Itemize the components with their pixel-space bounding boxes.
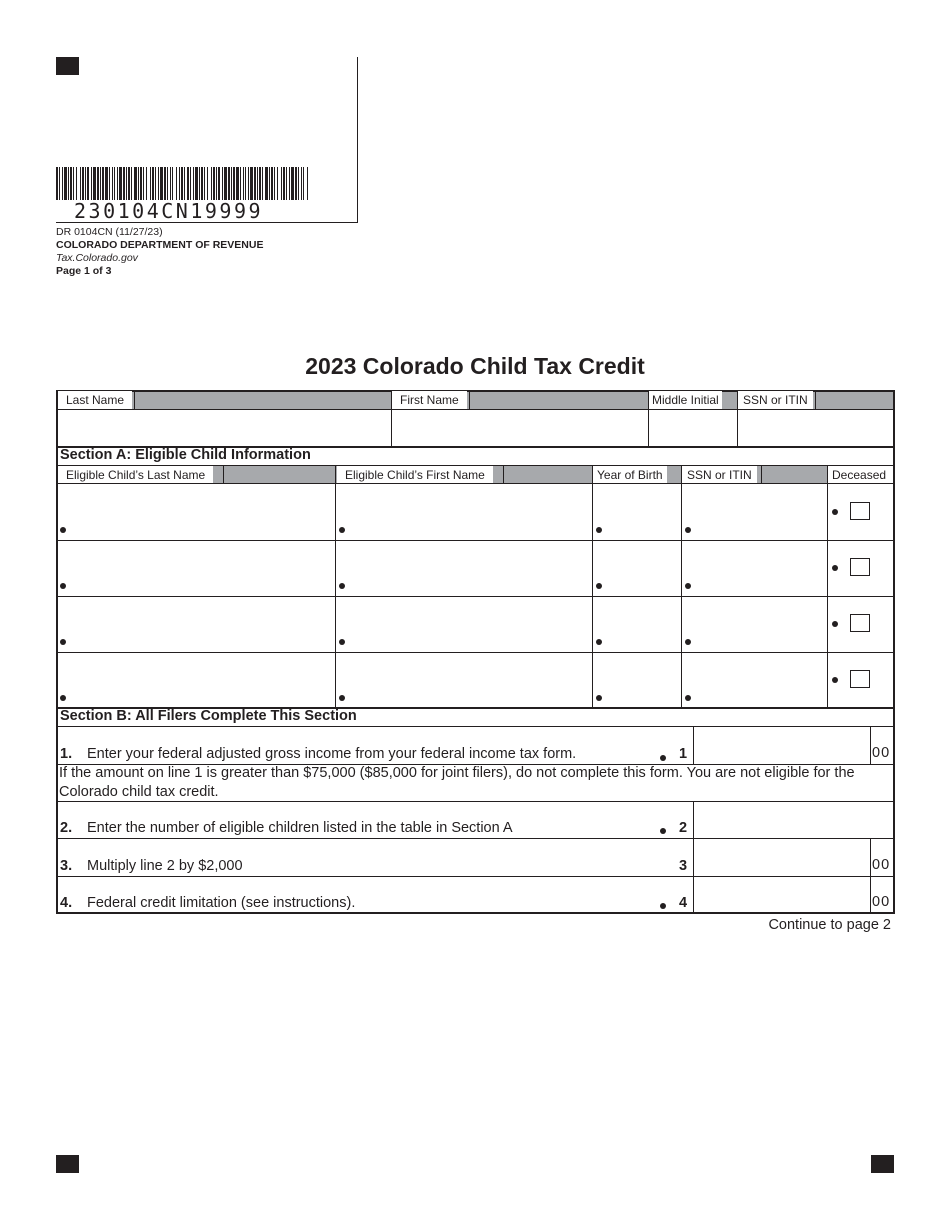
line-3-box-number: 3	[679, 858, 688, 874]
divider	[134, 392, 135, 409]
middle-initial-input[interactable]	[651, 411, 735, 445]
line-4-box-number: 4	[679, 895, 688, 911]
line-2-box-number: 2	[679, 820, 688, 836]
child-4-first-name-input[interactable]	[338, 654, 589, 706]
child-4-year-of-birth-input[interactable]	[595, 654, 678, 706]
divider	[592, 466, 593, 708]
bullet	[596, 583, 602, 589]
divider	[391, 392, 392, 446]
divider	[870, 877, 871, 913]
divider	[681, 466, 682, 708]
bullet	[596, 695, 602, 701]
bullet	[660, 903, 666, 909]
taxpayer-ssn-input[interactable]	[740, 411, 892, 445]
line-2-text: Enter the number of eligible children listed in the table in Section A	[87, 820, 513, 836]
header-divider	[357, 57, 358, 223]
continue-to-next-page: Continue to page 2	[768, 917, 891, 933]
department-name: COLORADO DEPARTMENT OF REVENUE	[56, 239, 264, 251]
divider	[223, 466, 224, 483]
bullet	[660, 828, 666, 834]
form-id: DR 0104CN (11/27/23)	[56, 226, 163, 238]
line-1-box-number: 1	[679, 746, 688, 762]
child-1-first-name-input[interactable]	[338, 486, 589, 538]
divider	[693, 802, 694, 838]
divider	[58, 801, 893, 802]
divider	[503, 466, 504, 483]
divider	[58, 409, 893, 410]
middle-initial-label: Middle Initial	[649, 391, 722, 409]
bullet	[832, 677, 838, 683]
taxpayer-ssn-label: SSN or ITIN	[738, 391, 813, 409]
bullet	[596, 527, 602, 533]
child-2-ssn-input[interactable]	[684, 542, 824, 594]
child-2-year-of-birth-input[interactable]	[595, 542, 678, 594]
child-3-deceased-checkbox[interactable]	[850, 614, 870, 632]
divider	[58, 483, 893, 484]
line-2-number: 2.	[60, 820, 73, 836]
bullet	[832, 621, 838, 627]
child-3-last-name-input[interactable]	[60, 598, 332, 650]
line-2-count-input[interactable]	[696, 804, 891, 836]
divider	[58, 540, 893, 541]
bullet	[60, 527, 66, 533]
child-last-name-label: Eligible Child’s Last Name	[58, 466, 213, 484]
bullet	[685, 583, 691, 589]
section-b-title: Section B: All Filers Complete This Section	[60, 708, 357, 724]
bullet	[339, 527, 345, 533]
divider	[815, 392, 816, 409]
child-first-name-label: Eligible Child’s First Name	[337, 466, 493, 484]
child-2-deceased-checkbox[interactable]	[850, 558, 870, 576]
line-4-amount-input[interactable]	[696, 879, 867, 911]
line-4-text: Federal credit limitation (see instructions).	[87, 895, 356, 911]
child-3-first-name-input[interactable]	[338, 598, 589, 650]
divider	[870, 839, 871, 876]
child-4-deceased-checkbox[interactable]	[850, 670, 870, 688]
registration-mark-top-left	[56, 57, 79, 75]
child-2-first-name-input[interactable]	[338, 542, 589, 594]
divider	[469, 392, 470, 409]
line-1-text: Enter your federal adjusted gross income from your federal income tax form.	[87, 746, 577, 762]
divider	[827, 466, 828, 708]
line-3-cents: 00	[872, 857, 891, 873]
line-3-amount-input[interactable]	[696, 841, 867, 874]
barcode	[56, 167, 310, 203]
line-1-cents: 00	[872, 745, 891, 761]
bullet	[832, 565, 838, 571]
child-3-ssn-input[interactable]	[684, 598, 824, 650]
line-3-number: 3.	[60, 858, 73, 874]
divider	[58, 596, 893, 597]
bullet	[60, 695, 66, 701]
page-number: Page 1 of 3	[56, 265, 112, 277]
line-1-amount-input[interactable]	[696, 729, 867, 762]
divider	[693, 839, 694, 876]
first-name-label: First Name	[392, 391, 467, 409]
child-4-ssn-input[interactable]	[684, 654, 824, 706]
bullet	[685, 695, 691, 701]
divider	[693, 877, 694, 913]
line-4-cents: 00	[872, 894, 891, 910]
eligibility-note: If the amount on line 1 is greater than $75,000 ($85,000 for joint filers), do not complete this form. You are not eligible for the Colorado child tax credit.	[59, 765, 855, 800]
line-3-text: Multiply line 2 by $2,000	[87, 858, 243, 874]
bullet	[685, 639, 691, 645]
divider	[58, 726, 893, 727]
divider	[335, 466, 336, 708]
bullet	[60, 639, 66, 645]
barcode-number: 230104CN19999	[74, 199, 264, 223]
last-name-input[interactable]	[60, 411, 388, 445]
bullet	[596, 639, 602, 645]
divider	[58, 876, 893, 877]
year-of-birth-label: Year of Birth	[593, 466, 667, 484]
divider	[870, 727, 871, 764]
child-1-year-of-birth-input[interactable]	[595, 486, 678, 538]
child-1-ssn-input[interactable]	[684, 486, 824, 538]
child-4-last-name-input[interactable]	[60, 654, 332, 706]
section-a-title: Section A: Eligible Child Information	[60, 447, 311, 463]
website: Tax.Colorado.gov	[56, 252, 138, 264]
bullet	[339, 695, 345, 701]
bullet	[685, 527, 691, 533]
bullet	[339, 583, 345, 589]
line-4-number: 4.	[60, 895, 73, 911]
bullet	[660, 755, 666, 761]
deceased-label: Deceased	[828, 466, 893, 484]
bullet	[339, 639, 345, 645]
divider	[737, 392, 738, 446]
child-2-last-name-input[interactable]	[60, 542, 332, 594]
last-name-label: Last Name	[58, 391, 132, 409]
registration-mark-bottom-left	[56, 1155, 79, 1173]
first-name-input[interactable]	[394, 411, 646, 445]
bullet	[60, 583, 66, 589]
divider	[58, 838, 893, 839]
divider	[761, 466, 762, 483]
divider	[693, 727, 694, 764]
form-title: 2023 Colorado Child Tax Credit	[305, 353, 645, 379]
registration-mark-bottom-right	[871, 1155, 894, 1173]
child-1-last-name-input[interactable]	[60, 486, 332, 538]
divider	[648, 392, 649, 446]
bullet	[832, 509, 838, 515]
child-ssn-label: SSN or ITIN	[682, 466, 757, 484]
line-1-number: 1.	[60, 746, 73, 762]
child-3-year-of-birth-input[interactable]	[595, 598, 678, 650]
divider	[58, 652, 893, 653]
child-1-deceased-checkbox[interactable]	[850, 502, 870, 520]
